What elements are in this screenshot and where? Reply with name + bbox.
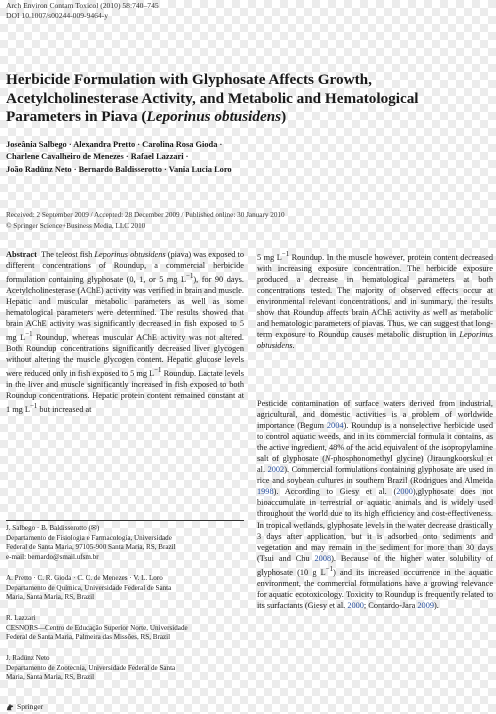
reference-link[interactable]: 2009: [417, 600, 434, 610]
publisher-name: Springer: [17, 702, 44, 711]
journal-citation: Arch Environ Contam Toxicol (2010) 58:740–745: [6, 1, 159, 10]
footnote-separator: [6, 520, 244, 521]
author-line: Joseânia Salbego · Alexandra Pretto · Carolina Rosa Gioda ·: [6, 140, 223, 149]
abstract: Abstract The teleost fish Leporinus obtusidens (piava) was exposed to different concentrations of Roundup, a commercial herbicide formulation containing glyphosate (0, 1, or 5 mg $L^{-1}$), for 90 days. Acetylcholinesterase (AChE) activity was verified in brain and muscle. Hepatic and muscular metabolic parameters as well as some hematological parameters were determined. The results showed that brain AChE activity was significantly decreased in fish exposed to 5 mg $L^{-1}$ Roundup, whereas muscular AChE activity was not altered. Both Roundup concentrations significantly decreased liver glycogen without altering the muscle glycogen content. Hepatic glucose levels were reduced only in fish exposed to 5 mg $L^{-1}$ Roundup. Lactate levels in the liver and muscle significantly increased in fish exposed to both Roundup concentrations. Hepatic protein content remained constant at 1 mg $L^{-1}$ but increased at: [6, 250, 245, 414]
affiliation-block: R. Lazzari CESNORS—Centro de Educação Superior Norte, Universidade Federal de Santa Maria, Palmeira das Missões, RS, Brazil: [6, 614, 188, 642]
abstract-label: Abstract: [6, 250, 37, 259]
reference-link[interactable]: 2002: [267, 465, 285, 475]
springer-horse-icon: [6, 703, 14, 711]
doi: DOI 10.1007/s00244-009-9464-y: [6, 11, 109, 20]
reference-link[interactable]: 1998: [257, 487, 274, 497]
introduction: Pesticide contamination of surface waters derived from industrial, agricultural, and domestic activities is a problem of worldwide importance (Begum 2004). Roundup is a nonselective herbicide used to control aquatic weeds, and in its commercial formula it contains, as the active ingredient, 48% of the acid equivalent of the isopropylamine salt of glyphosate (N-phosphonomethyl glycine) (Jiraungkoorskul et al. 2002). Commercial formulations containing glyphosate are used in rice and soybean cultures in southern Brazil (Rodrigues and Almeida 1998). According to Giesy et al. (2000),glyphosate does not bioaccumulate in terrestrial or aquatic animals and is widely used throughout the world due to its high efficiency and cost-effectiveness. In tropical wetlands, glyphosate levels in the water decrease drastically 3 days after application, but it is adsorbed onto sediments and vegetation and may remain in the sediment for more than 30 days (Tsui and Chu 2008). Because of the higher water solubility of glyphosate (10 g $L^{-1}$) and its increased occurrence in the aquatic environment, the commercial formulations have a growing relevance for aquatic ecotoxicology. Toxicity to Roundup is frequently related to its surfactants (Giesy et al. 2000; Contardo-Jara 2009).: [257, 399, 494, 610]
copyright-line: © Springer Science+Business Media, LLC 2010: [6, 221, 146, 230]
publication-dates: [6, 210, 486, 231]
affiliation-block: A. Pretto · C. R. Gioda · C. C. de Menezes · V. L. Loro Departamento de Química, Universidade Federal de Santa Maria, Santa Maria, RS, Brazil: [6, 574, 172, 602]
publisher-footer: [6, 702, 43, 711]
article-title: Herbicide Formulation with Glyphosate Affects Growth, Acetylcholinesterase Activity, and Metabolic and Hematological Parameters in Piava (Leporinus obtusidens): [6, 71, 419, 125]
author-line: João Radünz Neto · Bernardo Baldisserotto · Vania Lucia Loro: [6, 164, 232, 174]
affiliation-block: J. Salbego · B. Baldisserotto (✉) Departamento de Fisiologia e Farmacologia, Universidade Federal de Santa Maria, 97105-900 Santa Maria, RS, Brazil e-mail: bernardo@smail.ufsm.br: [6, 524, 244, 562]
reference-link[interactable]: 2000: [347, 600, 364, 610]
received-line: Received: 2 September 2009 / Accepted: 28 December 2009 / Published online: 30 January 2010: [6, 211, 285, 219]
reference-link[interactable]: 2008: [314, 553, 332, 563]
reference-link[interactable]: 2000: [396, 487, 413, 497]
author-list: [6, 139, 476, 176]
title-species: Leporinus obtusidens: [146, 108, 282, 125]
email-link[interactable]: e-mail: bernardo@smail.ufsm.br: [6, 552, 99, 561]
affiliation-block: J. Radünz Neto Departamento de Zootecnia, Universidade Federal de Santa Maria, Santa Maria, RS, Brazil: [6, 654, 176, 682]
author-line: Charlene Cavalheiro de Menezes · Rafael Lazzari ·: [6, 152, 189, 162]
abstract-continued: 5 mg $L^{-1}$ Roundup. In the muscle however, protein content decreased with increasing exposure concentration. The herbicide exposure produced a decrease in hematological parameters at both concentrations tested. The majority of observed effects occur at environmental relevant concentrations, and in summary, the results show that Roundup affects brain AChE activity as well as metabolic and hematologic parameters of piavas. Thus, we can suggest that long-term exposure to Roundup causes metabolic disruption in Leporinus obtusidens.: [257, 251, 494, 351]
reference-link[interactable]: 2004: [326, 421, 344, 431]
